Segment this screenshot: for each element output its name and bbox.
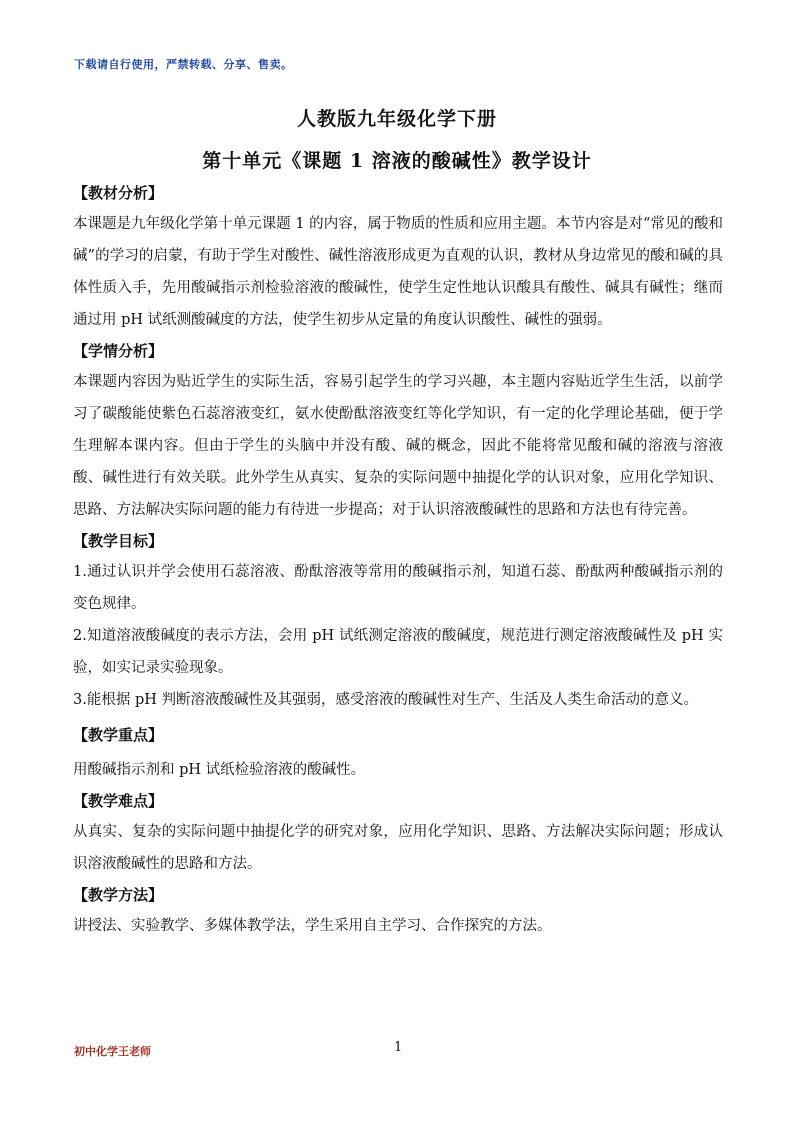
section-heading: 【教学重点】	[73, 726, 164, 744]
section-heading: 【教学方法】	[73, 886, 164, 904]
header-note: 下载请自行使用，严禁转载、分享、售卖。	[74, 58, 293, 71]
paragraph: 用酸碱指示剂和 pH 试纸检验溶液的酸碱性。	[73, 762, 366, 778]
section-textbook-analysis	[73, 178, 723, 336]
document-title: 人教版九年级化学下册	[296, 108, 497, 130]
section-heading: 【学情分析】	[73, 342, 164, 360]
objective-item: 3.能根据 pH 判断溶液酸碱性及其强弱，感受溶液的酸碱性对生产、生活及人类生命活动的意义。	[73, 692, 698, 708]
paragraph: 从真实、复杂的实际问题中抽提化学的研究对象，应用化学知识、思路、方法解决实际问题；形成认识溶液酸碱性的思路和方法。	[73, 824, 723, 872]
document-subtitle: 第十单元《课题 1 溶液的酸碱性》教学设计	[202, 150, 592, 172]
section-teaching-objectives	[73, 526, 723, 716]
objective-item: 2.知道溶液酸碱度的表示方法，会用 pH 试纸测定溶液的酸碱度，规范进行测定溶液酸碱性及 pH 实验，如实记录实验现象。	[73, 628, 723, 676]
section-teaching-methods	[73, 880, 723, 942]
footer-author: 初中化学王老师	[74, 1045, 151, 1058]
paragraph: 本课题内容因为贴近学生的实际生活，容易引起学生的学习兴趣，本主题内容贴近学生生活，以前学习了碳酸能使紫色石蕊溶液变红，氨水使酚酞溶液变红等化学知识，有一定的化学理论基础，便于学生理解本课内容。但由于学生的头脑中并没有酸、碱的概念，因此不能将常见酸和碱的溶液与溶液酸、碱性进行有效关联。此外学生从真实、复杂的实际问题中抽提化学的认识对象，应用化学知识、思路、方法解决实际问题的能力有待进一步提高；对于认识溶液酸碱性的思路和方法也有待完善。	[73, 374, 723, 518]
section-heading: 【教学目标】	[73, 532, 164, 550]
section-heading: 【教学难点】	[73, 792, 164, 810]
section-student-analysis	[73, 336, 723, 526]
page-number: 1	[394, 1040, 403, 1055]
section-heading: 【教材分析】	[73, 184, 164, 202]
paragraph: 本课题是九年级化学第十单元课题 1 的内容，属于物质的性质和应用主题。本节内容是对“常见的酸和碱”的学习的启蒙，有助于学生对酸性、碱性溶液形成更为直观的认识，教材从身边常见的酸和碱的具体性质入手，先用酸碱指示剂检验溶液的酸碱性，使学生定性地认识酸具有酸性、碱具有碱性；继而通过用 pH 试纸测酸碱度的方法，使学生初步从定量的角度认识酸性、碱性的强弱。	[73, 216, 723, 328]
section-difficulties	[73, 786, 723, 880]
objective-item: 1.通过认识并学会使用石蕊溶液、酚酞溶液等常用的酸碱指示剂，知道石蕊、酚酞两种酸碱指示剂的变色规律。	[73, 564, 723, 612]
section-key-points	[73, 720, 723, 786]
paragraph: 讲授法、实验教学、多媒体教学法，学生采用自主学习、合作探究的方法。	[73, 918, 552, 934]
document-body	[73, 178, 723, 942]
